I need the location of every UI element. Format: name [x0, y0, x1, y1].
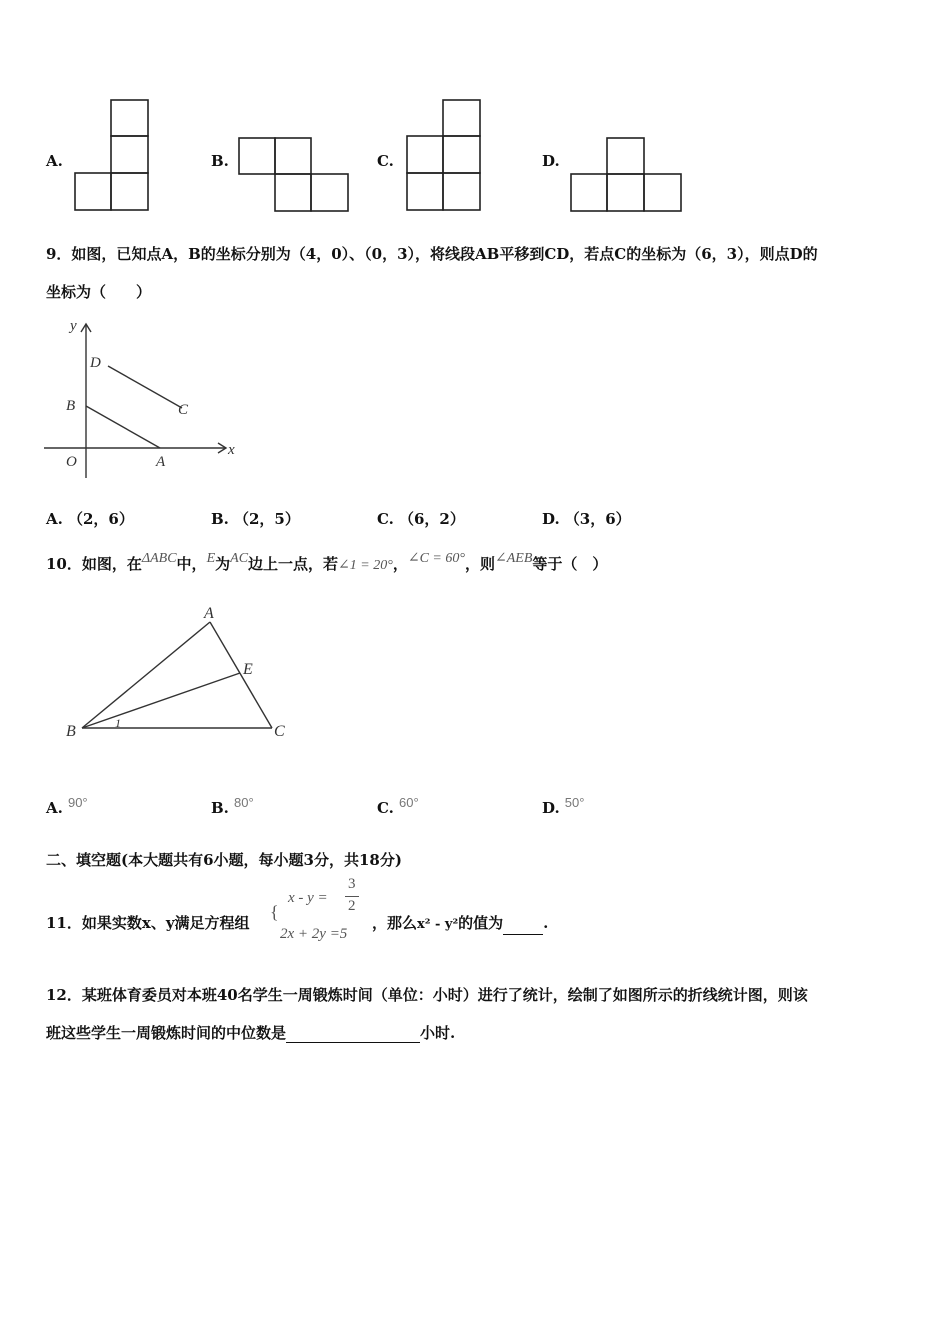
- q10-text-4: ，则: [464, 555, 495, 573]
- label-d: D: [90, 355, 101, 371]
- q11-eq1-numerator: 3: [348, 876, 356, 892]
- q9-option-b-label: B.: [211, 510, 229, 528]
- q8-option-b-label: B.: [211, 152, 229, 170]
- q12-line2-prefix: 班这些学生一周锻炼时间的中位数是: [46, 1024, 287, 1042]
- q10-option-c[interactable]: [377, 795, 419, 817]
- q10-option-d-label: D.: [542, 799, 560, 817]
- q9-option-c[interactable]: [377, 508, 465, 529]
- q8-option-c-label: C.: [377, 152, 394, 170]
- q10-text-1: 中，: [176, 555, 207, 573]
- q8-option-b-figure: [238, 137, 350, 217]
- q12-stem-line1: 12．某班体育委员对本班40名学生一周锻炼时间（单位：小时）进行了统计，绘制了如图所示的折线统计图，则该: [46, 986, 808, 1004]
- q11-suffix: 的值为: [458, 914, 504, 932]
- q10-option-c-label: C.: [377, 799, 394, 817]
- q10-option-a-label: A.: [46, 799, 63, 817]
- label-a: A: [156, 454, 166, 470]
- q11-prefix: 11．如果实数x、y满足方程组: [46, 914, 250, 932]
- q9-figure: [40, 314, 240, 484]
- q9-stem-line2: 坐标为（ ）: [46, 283, 152, 301]
- q10-option-b-value: 80°: [234, 795, 254, 810]
- label-angle-1: 1: [115, 716, 121, 730]
- segment-be: [82, 673, 240, 728]
- side-ac: [210, 622, 272, 728]
- q8-grid-a: [74, 98, 150, 212]
- q8-option-d-label: D.: [542, 152, 560, 170]
- q9-option-b[interactable]: [211, 508, 300, 529]
- q11-fraction-bar: [345, 896, 359, 897]
- q10-figure: [62, 600, 302, 750]
- q9-option-d-label: D.: [542, 510, 560, 528]
- label-b: B: [66, 723, 76, 740]
- label-b: B: [66, 398, 76, 414]
- label-x: x: [228, 442, 235, 458]
- q10-angle-c: ∠C = 60°: [407, 551, 465, 566]
- label-a: A: [204, 605, 214, 622]
- q11-expression: x² - y²: [417, 917, 459, 932]
- q10-option-a-value: 90°: [67, 795, 88, 810]
- q11-eq2: 2x + 2y =5: [280, 926, 348, 942]
- q11-mid: ，那么: [372, 914, 418, 932]
- q12-stem-line2: [46, 1023, 455, 1043]
- label-e: E: [243, 661, 253, 678]
- q8-option-d-figure: [570, 137, 684, 217]
- q12-line2-suffix: 小时.: [420, 1024, 456, 1042]
- q11-brace: {: [270, 902, 279, 922]
- q9-option-a[interactable]: [46, 508, 134, 529]
- label-o: O: [66, 454, 77, 470]
- q10-option-b[interactable]: [211, 795, 254, 817]
- q10-option-b-label: B.: [211, 799, 229, 817]
- q10-angle-1: ∠1 = 20°: [338, 558, 393, 573]
- q9-option-a-value: （2，6）: [67, 510, 134, 528]
- segment-ab: [86, 406, 160, 448]
- side-ab: [82, 622, 210, 728]
- q10-triangle-abc: ΔABC: [141, 551, 177, 566]
- q10-segment-ac: AC: [230, 551, 249, 566]
- q8-option-c-figure: [406, 98, 482, 216]
- q11-equation-system: [268, 876, 372, 948]
- q10-option-d-value: 50°: [564, 795, 585, 810]
- label-y: y: [70, 318, 77, 334]
- q8-grid-c: [406, 98, 482, 212]
- q10-triangle-diagram: [62, 600, 302, 746]
- label-c: C: [274, 723, 285, 740]
- q10-option-a[interactable]: [46, 795, 88, 817]
- q10-text-5: 等于（ ）: [532, 555, 608, 573]
- q10-text-prefix: 10．如图，在: [46, 555, 142, 573]
- q11-answer-blank[interactable]: [503, 918, 543, 935]
- q10-angle-aeb: ∠AEB: [494, 551, 533, 566]
- q10-text-3: 边上一点，若: [248, 555, 339, 573]
- q8-grid-b: [238, 137, 350, 213]
- q10-stem: [46, 551, 608, 576]
- segment-dc: [108, 366, 182, 408]
- q9-coordinate-diagram: [40, 314, 240, 480]
- q8-option-a-figure: [74, 98, 150, 216]
- q9-option-c-value: （6，2）: [399, 510, 465, 528]
- q10-comma: ，: [392, 555, 408, 573]
- q8-grid-d: [570, 137, 684, 213]
- q10-option-c-value: 60°: [399, 795, 419, 810]
- q12-answer-blank[interactable]: [286, 1026, 420, 1043]
- label-c: C: [178, 402, 189, 418]
- q11-end: .: [543, 914, 549, 932]
- q9-option-d-value: （3，6）: [564, 510, 631, 528]
- q11-tail: [372, 913, 548, 935]
- q9-option-a-label: A.: [46, 510, 63, 528]
- q9-option-b-value: （2，5）: [234, 510, 300, 528]
- q9-option-c-label: C.: [377, 510, 394, 528]
- q8-option-a-label: A.: [46, 152, 63, 170]
- q10-option-d[interactable]: [542, 795, 585, 817]
- q10-text-2: 为: [215, 555, 231, 573]
- q9-stem-line1: 9．如图，已知点A，B的坐标分别为（4，0）、（0，3），将线段AB平移到CD，若点C的坐标为（6，3），则点D的: [46, 245, 818, 263]
- section-2-title: 二、填空题(本大题共有6小题，每小题3分，共18分): [46, 851, 402, 869]
- q10-point-e: E: [206, 551, 216, 566]
- q11-eq1-left: x - y =: [288, 890, 328, 906]
- q9-option-d[interactable]: [542, 508, 631, 529]
- q11-eq1-denominator: 2: [348, 898, 356, 914]
